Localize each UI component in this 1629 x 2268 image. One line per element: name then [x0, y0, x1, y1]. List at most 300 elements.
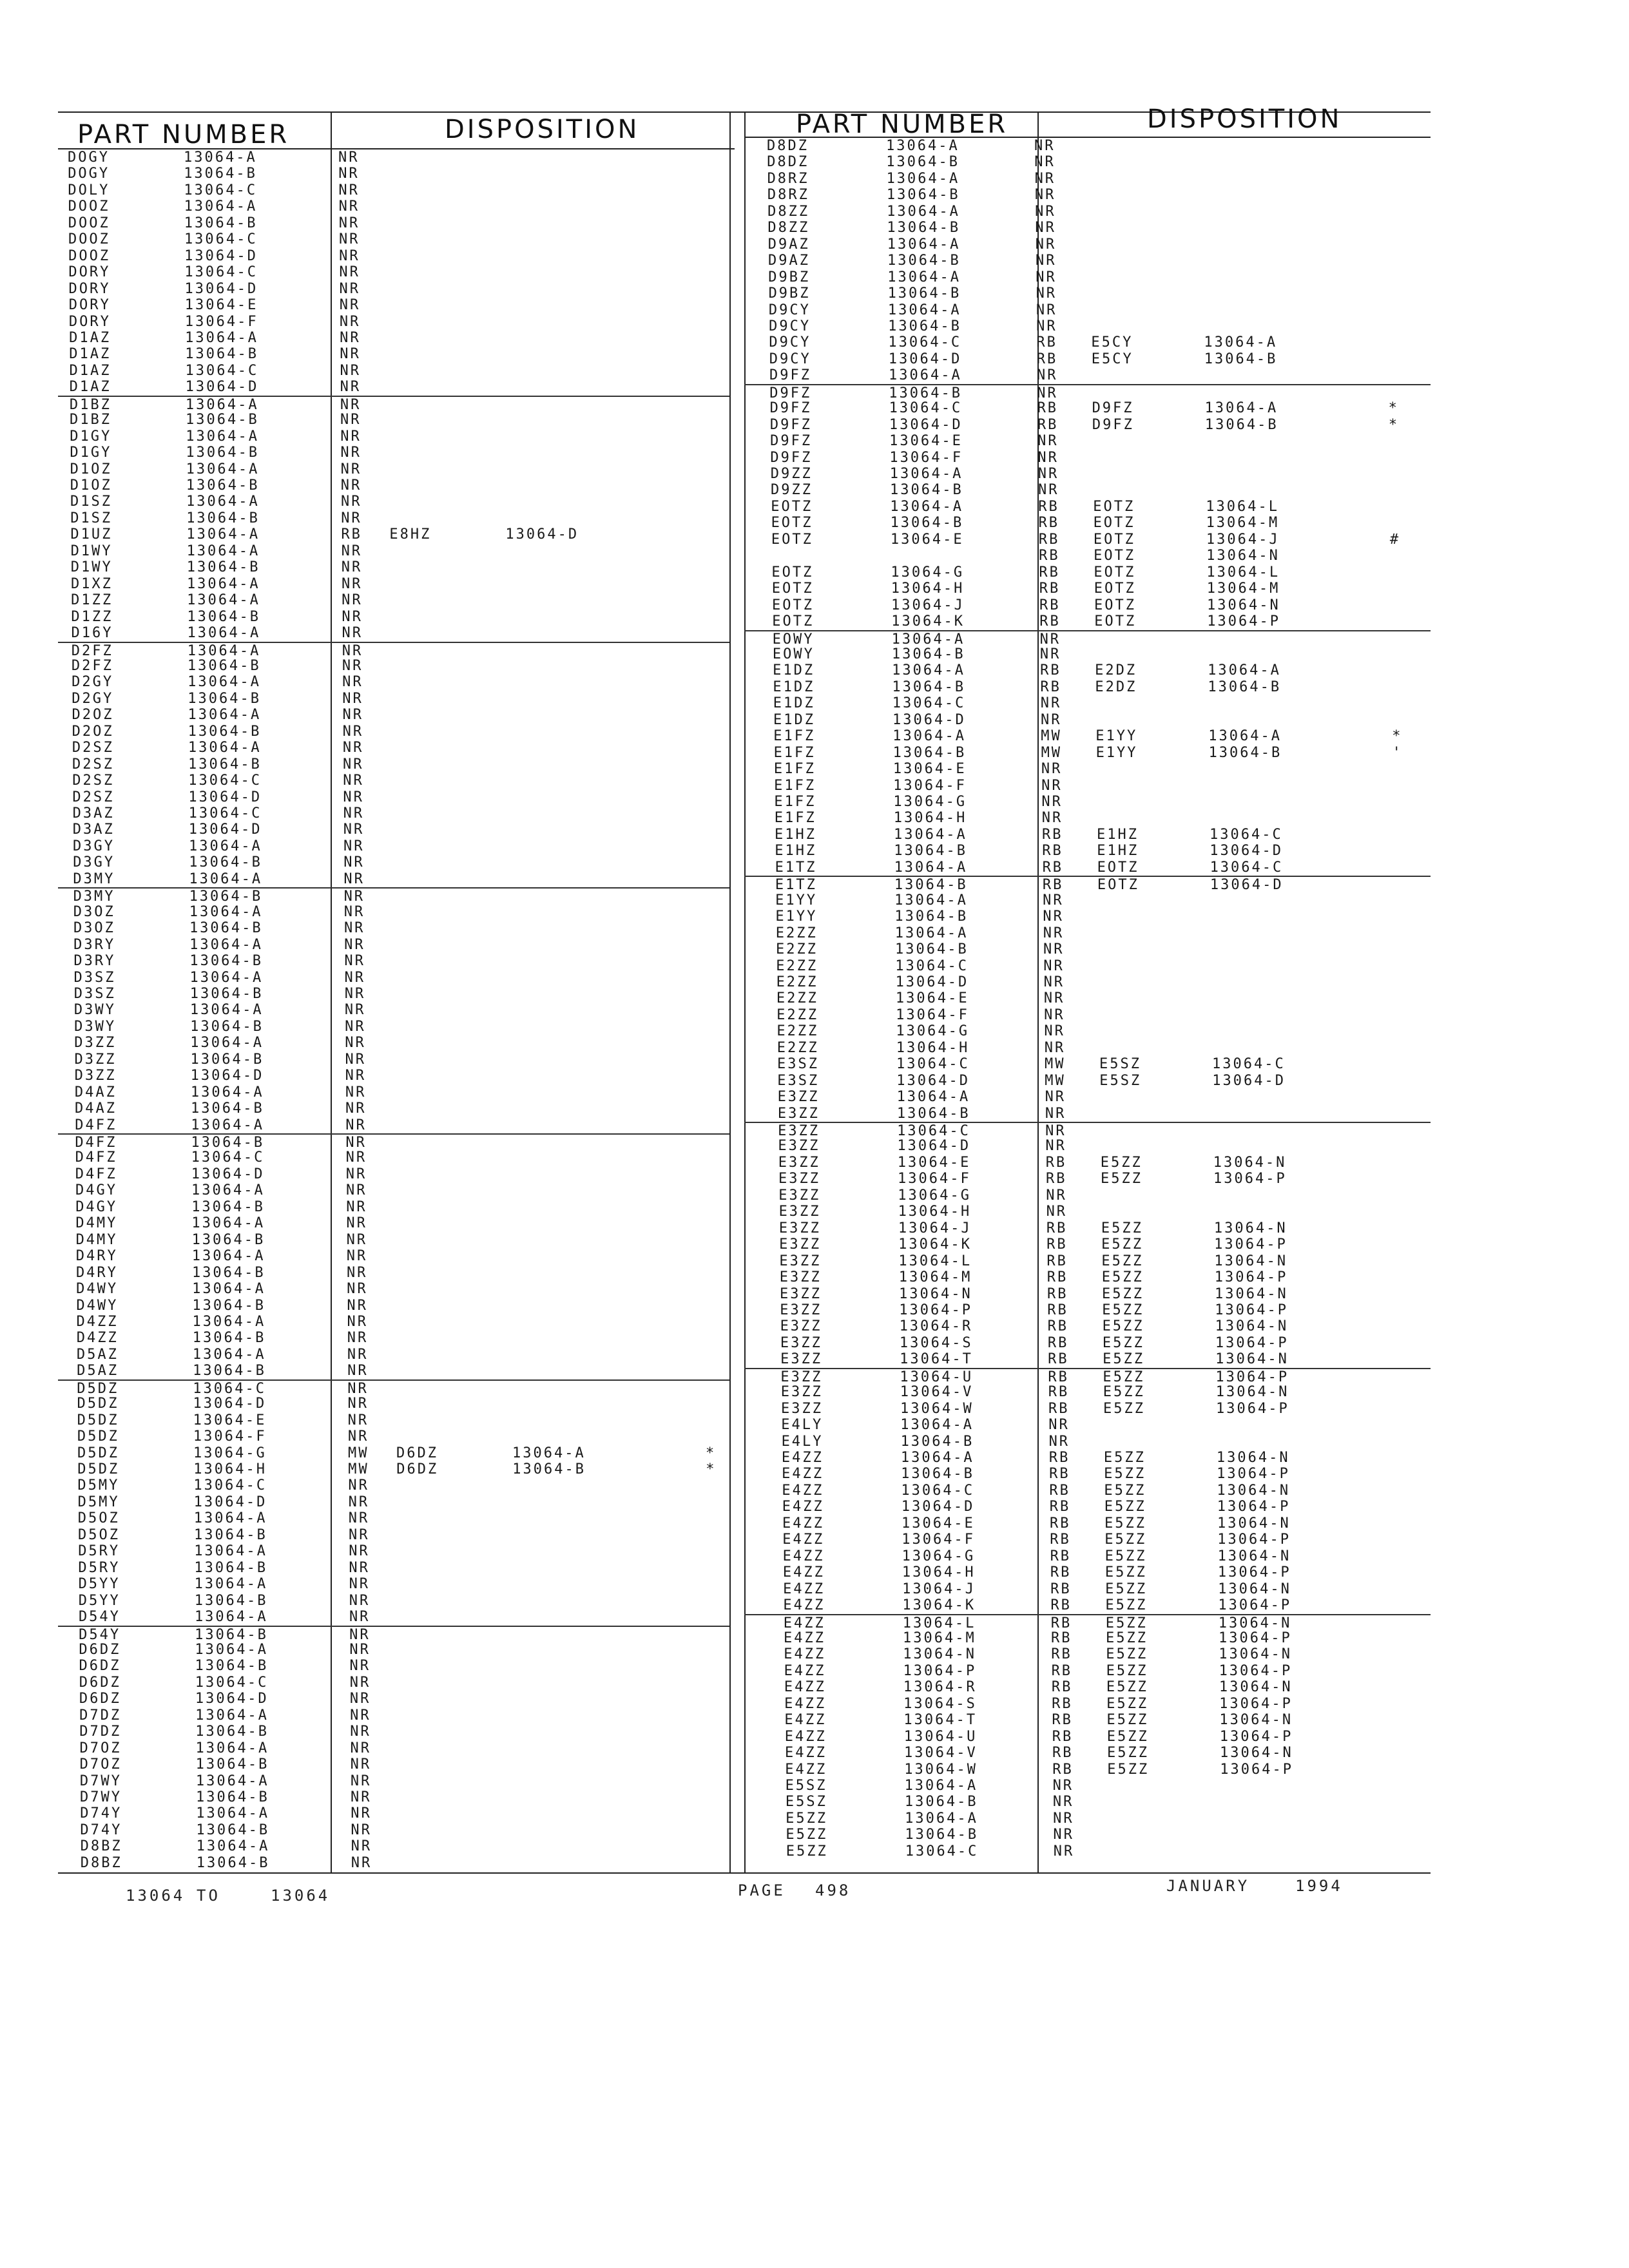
- table-row: [58, 822, 729, 838]
- table-row: [58, 559, 729, 575]
- ref-part-cell: 13064-B: [1208, 678, 1282, 695]
- prefix-cell: E2ZZ: [776, 1039, 819, 1056]
- table-row: [744, 1581, 1431, 1597]
- part-cell: 13064-F: [193, 1428, 267, 1445]
- table-row: [58, 674, 729, 690]
- code-cell: RB: [1039, 548, 1060, 564]
- ref-part-cell: 13064-P: [1219, 1629, 1292, 1646]
- part-cell: 13064-A: [191, 1182, 265, 1199]
- table-row: [744, 745, 1431, 761]
- prefix-cell: D1AZ: [69, 346, 111, 363]
- prefix-cell: D4MY: [75, 1231, 118, 1248]
- part-cell: 13064-D: [889, 416, 963, 433]
- code-cell: NR: [342, 592, 363, 609]
- code-cell: RB: [1051, 1646, 1072, 1663]
- table-row: [744, 597, 1431, 613]
- code-cell: RB: [1050, 1581, 1072, 1597]
- ref-part-cell: 13064-P: [1207, 613, 1280, 630]
- prefix-cell: E5ZZ: [786, 1810, 828, 1827]
- table-row: [744, 1122, 1431, 1139]
- prefix-cell: DOGY: [68, 166, 110, 182]
- prefix-cell: EOTZ: [771, 581, 814, 597]
- table-row: [58, 1855, 729, 1871]
- part-cell: 13064-D: [195, 1691, 269, 1707]
- code-cell: NR: [348, 1477, 369, 1494]
- prefix-cell: D5MY: [77, 1477, 120, 1494]
- table-row: [744, 400, 1431, 416]
- part-cell: 13064-A: [890, 498, 963, 515]
- part-cell: 13064-A: [185, 396, 259, 413]
- table-row: [58, 215, 729, 231]
- part-cell: 13064-B: [887, 220, 961, 236]
- table-row: [744, 925, 1431, 941]
- part-cell: 13064-J: [898, 1220, 972, 1236]
- prefix-cell: EOTZ: [771, 531, 813, 548]
- prefix-cell: E4ZZ: [784, 1695, 827, 1712]
- code-cell: NR: [343, 805, 365, 822]
- table-row: [58, 396, 729, 413]
- prefix-cell: D5DZ: [77, 1445, 120, 1461]
- prefix-cell: D2GY: [72, 674, 114, 691]
- code-cell: NR: [1034, 170, 1056, 187]
- ref-part-cell: 13064-P: [1219, 1728, 1293, 1745]
- ref-prefix-cell: E5ZZ: [1101, 1253, 1144, 1269]
- footer-range-end: 13064: [271, 1887, 331, 1905]
- ref-part-cell: 13064-N: [1217, 1548, 1291, 1564]
- table-row: [744, 728, 1431, 744]
- table-row: [58, 1100, 729, 1117]
- table-row: [744, 1187, 1431, 1204]
- prefix-cell: E4LY: [781, 1417, 824, 1434]
- ref-part-cell: 13064-D: [505, 526, 579, 543]
- ref-prefix-cell: EOTZ: [1097, 877, 1139, 894]
- ref-part-cell: 13064-C: [1210, 826, 1283, 843]
- prefix-cell: E4ZZ: [784, 1679, 826, 1696]
- prefix-cell: E4ZZ: [784, 1662, 826, 1679]
- part-cell: 13064-A: [186, 494, 260, 510]
- part-cell: 13064-K: [902, 1597, 976, 1614]
- prefix-cell: D7OZ: [79, 1740, 122, 1756]
- prefix-cell: D1GY: [70, 428, 112, 445]
- prefix-cell: E2ZZ: [775, 925, 818, 941]
- code-cell: NR: [338, 198, 360, 215]
- code-cell: RB: [1046, 1171, 1067, 1187]
- part-cell: 13064-B: [186, 412, 259, 428]
- table-row: [744, 1729, 1431, 1745]
- part-cell: 13064-A: [190, 1035, 264, 1052]
- code-cell: NR: [345, 1166, 367, 1182]
- ref-part-cell: 13064-C: [1210, 859, 1284, 876]
- right-part-number-header: PART NUMBER: [796, 110, 1008, 139]
- code-cell: NR: [1045, 1138, 1066, 1155]
- code-cell: RB: [1036, 334, 1057, 351]
- ref-part-cell: 13064-N: [1215, 1285, 1288, 1302]
- part-cell: 13064-B: [190, 1051, 264, 1068]
- prefix-cell: E4ZZ: [783, 1581, 825, 1597]
- part-cell: 13064-U: [903, 1728, 978, 1745]
- ref-prefix-cell: E5ZZ: [1106, 1646, 1148, 1663]
- code-cell: NR: [343, 870, 365, 887]
- code-cell: NR: [1053, 1827, 1074, 1843]
- table-row: [744, 1450, 1431, 1466]
- prefix-cell: D2GY: [72, 690, 114, 707]
- prefix-cell: D2OZ: [72, 707, 114, 724]
- ref-prefix-cell: E5ZZ: [1102, 1334, 1144, 1351]
- ref-part-cell: 13064-P: [1217, 1564, 1291, 1581]
- prefix-cell: D74Y: [80, 1805, 122, 1822]
- part-cell: 13064-B: [889, 385, 962, 401]
- left-part-number-header: PART NUMBER: [77, 120, 290, 149]
- ref-part-cell: 13064-P: [1219, 1695, 1293, 1712]
- prefix-cell: DOGY: [68, 149, 110, 166]
- prefix-cell: E4ZZ: [784, 1712, 827, 1729]
- part-cell: 13064-B: [188, 723, 262, 740]
- code-cell: NR: [1052, 1778, 1074, 1794]
- prefix-cell: DORY: [68, 297, 111, 314]
- table-row: [744, 974, 1431, 990]
- table-row: [58, 314, 729, 330]
- table-row: [744, 1679, 1431, 1695]
- part-cell: 13064-J: [891, 597, 965, 613]
- code-cell: MW: [1041, 728, 1062, 745]
- code-cell: NR: [347, 1396, 369, 1412]
- part-cell: 13064-A: [900, 1417, 974, 1434]
- table-row: [744, 1023, 1431, 1039]
- table-row: [744, 1434, 1431, 1450]
- prefix-cell: D9CY: [769, 351, 811, 367]
- code-cell: RB: [1050, 1564, 1072, 1581]
- code-cell: NR: [1043, 892, 1064, 908]
- ref-prefix-cell: E5CY: [1091, 334, 1133, 351]
- part-cell: 13064-A: [891, 631, 965, 648]
- table-row: [744, 515, 1431, 531]
- prefix-cell: E3ZZ: [778, 1138, 820, 1155]
- code-cell: RB: [1036, 351, 1058, 367]
- part-cell: 13064-K: [891, 613, 965, 630]
- table-row: [744, 532, 1431, 548]
- table-row: [744, 1515, 1431, 1532]
- code-cell: NR: [346, 1231, 368, 1248]
- part-cell: 13064-K: [898, 1236, 972, 1253]
- ref-part-cell: 13064-A: [1204, 400, 1278, 417]
- code-cell: NR: [342, 642, 363, 659]
- part-cell: 13064-B: [196, 1854, 270, 1871]
- table-row: [744, 1630, 1431, 1646]
- prefix-cell: E3ZZ: [778, 1154, 820, 1171]
- prefix-cell: D5YY: [78, 1592, 120, 1609]
- prefix-cell: E3ZZ: [779, 1269, 822, 1286]
- part-cell: 13064-D: [184, 280, 258, 297]
- mark-cell: #: [1389, 531, 1401, 548]
- prefix-cell: DOOZ: [68, 198, 110, 215]
- part-cell: 13064-E: [184, 297, 258, 314]
- prefix-cell: D2SZ: [72, 773, 115, 789]
- part-cell: 13064-E: [901, 1515, 975, 1532]
- prefix-cell: D8RZ: [767, 170, 809, 187]
- table-row: [744, 318, 1431, 334]
- code-cell: NR: [343, 889, 365, 905]
- prefix-cell: E1HZ: [775, 843, 817, 860]
- table-row: [58, 1560, 729, 1576]
- part-cell: 13064-F: [893, 777, 967, 794]
- prefix-cell: D4MY: [75, 1215, 118, 1232]
- code-cell: NR: [1052, 1794, 1074, 1811]
- code-cell: NR: [347, 1281, 368, 1298]
- code-cell: NR: [1036, 253, 1057, 269]
- part-cell: 13064-E: [892, 761, 967, 778]
- code-cell: NR: [342, 674, 363, 691]
- prefix-cell: E3ZZ: [777, 1105, 820, 1122]
- ref-part-cell: 13064-A: [1208, 728, 1282, 745]
- table-row: [58, 854, 729, 870]
- prefix-cell: E3ZZ: [780, 1351, 823, 1368]
- ref-prefix-cell: E2DZ: [1095, 662, 1137, 679]
- ref-prefix-cell: E5ZZ: [1106, 1728, 1149, 1745]
- prefix-cell: EOTZ: [771, 564, 814, 581]
- ref-part-cell: 13064-C: [1212, 1056, 1286, 1073]
- prefix-cell: D6DZ: [79, 1641, 121, 1658]
- table-row: [744, 1564, 1431, 1581]
- ref-prefix-cell: E2DZ: [1095, 678, 1137, 695]
- part-cell: 13064-B: [191, 1264, 265, 1281]
- part-cell: 13064-D: [888, 351, 962, 367]
- table-row: [744, 417, 1431, 433]
- table-row: [744, 1466, 1431, 1482]
- table-row: [744, 1073, 1431, 1089]
- code-cell: NR: [351, 1838, 372, 1855]
- prefix-cell: D4FZ: [75, 1149, 117, 1166]
- table-row: [744, 1368, 1431, 1385]
- ref-part-cell: 13064-L: [1206, 498, 1279, 515]
- code-cell: NR: [340, 428, 361, 445]
- part-cell: 13064-V: [900, 1384, 974, 1401]
- code-cell: NR: [1046, 1204, 1068, 1220]
- table-row: [744, 1171, 1431, 1187]
- table-row: [58, 1428, 729, 1445]
- code-cell: NR: [1044, 1006, 1065, 1023]
- code-cell: NR: [343, 773, 364, 789]
- code-cell: NR: [344, 953, 365, 970]
- table-row: [58, 264, 729, 280]
- part-cell: 13064-C: [889, 400, 963, 417]
- table-row: [744, 466, 1431, 482]
- prefix-cell: E4ZZ: [782, 1482, 824, 1499]
- prefix-cell: EOWY: [772, 646, 815, 662]
- part-cell: 13064-V: [904, 1745, 978, 1762]
- table-row: [58, 691, 729, 707]
- ref-part-cell: 13064-N: [1213, 1220, 1287, 1236]
- code-cell: NR: [1045, 1105, 1066, 1122]
- part-cell: 13064-A: [184, 198, 258, 215]
- part-cell: 13064-B: [895, 941, 969, 958]
- ref-prefix-cell: E5ZZ: [1105, 1581, 1148, 1597]
- prefix-cell: D3ZZ: [74, 1035, 117, 1052]
- ref-part-cell: 13064-B: [1208, 744, 1282, 761]
- ref-part-cell: 13064-P: [1214, 1269, 1288, 1286]
- code-cell: NR: [1035, 236, 1057, 253]
- table-row: [58, 149, 729, 166]
- table-row: [58, 1133, 729, 1151]
- code-cell: NR: [348, 1510, 370, 1527]
- part-cell: 13064-A: [896, 1089, 970, 1106]
- part-cell: 13064-B: [891, 646, 965, 662]
- code-cell: RB: [1037, 416, 1059, 433]
- part-cell: 13064-B: [184, 215, 258, 231]
- table-row: [744, 187, 1431, 203]
- table-row: [58, 904, 729, 920]
- prefix-cell: D8RZ: [767, 187, 809, 204]
- code-cell: NR: [345, 1035, 366, 1052]
- part-cell: 13064-A: [194, 1576, 268, 1593]
- table-row: [744, 1483, 1431, 1499]
- table-row: [58, 724, 729, 740]
- part-cell: 13064-A: [194, 1609, 268, 1626]
- table-row: [744, 1712, 1431, 1728]
- table-row: [58, 1019, 729, 1035]
- part-cell: 13064-A: [195, 1641, 269, 1658]
- table-row: [58, 953, 729, 969]
- prefix-cell: D1XZ: [70, 575, 113, 592]
- table-row: [744, 384, 1431, 401]
- prefix-cell: D7WY: [79, 1773, 122, 1789]
- footer-range-start: 13064: [126, 1887, 186, 1905]
- ref-prefix-cell: E5ZZ: [1107, 1761, 1150, 1778]
- part-cell: 13064-A: [887, 269, 961, 285]
- table-row: [744, 1106, 1431, 1122]
- prefix-cell: E1DZ: [773, 711, 815, 728]
- table-row: [58, 1035, 729, 1051]
- ref-part-cell: 13064-N: [1218, 1615, 1292, 1631]
- table-row: [58, 1330, 729, 1346]
- code-cell: RB: [1052, 1761, 1074, 1778]
- table-row: [58, 1445, 729, 1461]
- prefix-cell: D5MY: [77, 1494, 120, 1510]
- table-row: [58, 198, 729, 215]
- prefix-cell: D4WY: [76, 1297, 119, 1314]
- code-cell: NR: [1043, 974, 1065, 990]
- code-cell: RB: [1039, 581, 1061, 597]
- ref-prefix-cell: E5ZZ: [1102, 1318, 1144, 1335]
- code-cell: NR: [340, 445, 361, 461]
- code-cell: NR: [345, 1068, 367, 1084]
- ref-part-cell: 13064-J: [1206, 531, 1280, 548]
- code-cell: RB: [1048, 1351, 1069, 1368]
- code-cell: NR: [344, 969, 366, 986]
- ref-prefix-cell: E1HZ: [1097, 843, 1139, 860]
- table-row: [58, 1396, 729, 1412]
- table-row: [58, 970, 729, 986]
- table-row: [58, 379, 729, 395]
- ref-prefix-cell: E5ZZ: [1104, 1564, 1147, 1581]
- table-row: [744, 450, 1431, 466]
- ref-prefix-cell: E5ZZ: [1106, 1695, 1149, 1712]
- table-row: [58, 920, 729, 936]
- prefix-cell: E1HZ: [775, 826, 816, 843]
- prefix-cell: E4ZZ: [784, 1728, 827, 1745]
- table-row: [58, 1084, 729, 1100]
- part-cell: 13064-A: [189, 936, 263, 953]
- prefix-cell: D9ZZ: [771, 482, 813, 499]
- prefix-cell: E4ZZ: [782, 1548, 825, 1564]
- code-cell: NR: [347, 1297, 368, 1314]
- prefix-cell: EOTZ: [771, 515, 813, 532]
- prefix-cell: E5SZ: [785, 1794, 827, 1811]
- table-row: [744, 843, 1431, 859]
- code-cell: NR: [349, 1641, 371, 1658]
- prefix-cell: D3AZ: [72, 805, 115, 822]
- table-row: [744, 1269, 1431, 1285]
- table-row: [744, 138, 1431, 154]
- part-cell: 13064-C: [184, 182, 258, 198]
- code-cell: NR: [342, 723, 364, 740]
- code-cell: RB: [1046, 1253, 1068, 1269]
- part-cell: 13064-B: [905, 1827, 979, 1843]
- code-cell: NR: [349, 1674, 371, 1691]
- part-cell: 13064-A: [189, 1002, 264, 1019]
- part-cell: 13064-G: [193, 1445, 267, 1461]
- part-cell: 13064-P: [903, 1662, 977, 1679]
- table-row: [744, 1597, 1431, 1613]
- prefix-cell: D1BZ: [70, 412, 112, 428]
- prefix-cell: D3MY: [73, 870, 115, 887]
- table-row: [58, 1149, 729, 1166]
- prefix-cell: EOTZ: [772, 597, 814, 613]
- mark-cell: *: [706, 1461, 717, 1477]
- prefix-cell: D8DZ: [767, 154, 809, 171]
- ref-part-cell: 13064-M: [1206, 515, 1280, 532]
- part-cell: 13064-D: [895, 974, 969, 990]
- table-row: [744, 1499, 1431, 1515]
- part-cell: 13064-H: [898, 1204, 972, 1220]
- code-cell: NR: [344, 1002, 366, 1019]
- code-cell: NR: [1034, 138, 1055, 154]
- table-row: [58, 182, 729, 198]
- table-row: [744, 285, 1431, 302]
- part-cell: 13064-R: [899, 1318, 973, 1335]
- ref-prefix-cell: E5ZZ: [1101, 1269, 1144, 1286]
- part-cell: 13064-H: [193, 1461, 267, 1477]
- part-cell: 13064-A: [195, 1707, 269, 1724]
- part-cell: 13064-B: [904, 1794, 978, 1811]
- code-cell: RB: [1039, 597, 1061, 613]
- prefix-cell: D3AZ: [72, 822, 115, 838]
- part-cell: 13064-A: [887, 302, 961, 318]
- code-cell: NR: [342, 657, 363, 674]
- part-cell: 13064-A: [188, 674, 261, 691]
- part-cell: 13064-C: [188, 773, 262, 789]
- prefix-cell: E3SZ: [777, 1056, 819, 1073]
- code-cell: NR: [1048, 1433, 1070, 1450]
- part-cell: 13064-C: [191, 1149, 265, 1166]
- prefix-cell: DOOZ: [68, 247, 111, 264]
- prefix-cell: E3ZZ: [779, 1236, 822, 1253]
- part-cell: 13064-N: [903, 1646, 976, 1663]
- part-cell: 13064-A: [195, 1773, 269, 1789]
- table-row: [58, 937, 729, 953]
- ref-prefix-cell: E1HZ: [1097, 826, 1139, 843]
- part-cell: 13064-A: [186, 526, 260, 543]
- ref-part-cell: 13064-N: [1218, 1581, 1291, 1597]
- table-row: [744, 154, 1431, 170]
- part-cell: 13064-U: [900, 1369, 974, 1385]
- part-cell: 13064-M: [898, 1269, 972, 1286]
- table-row: [58, 1822, 729, 1838]
- part-cell: 13064-D: [188, 789, 262, 805]
- part-cell: 13064-B: [194, 1592, 268, 1609]
- code-cell: NR: [339, 313, 361, 330]
- prefix-cell: E3ZZ: [778, 1123, 820, 1139]
- table-row: [58, 1593, 729, 1609]
